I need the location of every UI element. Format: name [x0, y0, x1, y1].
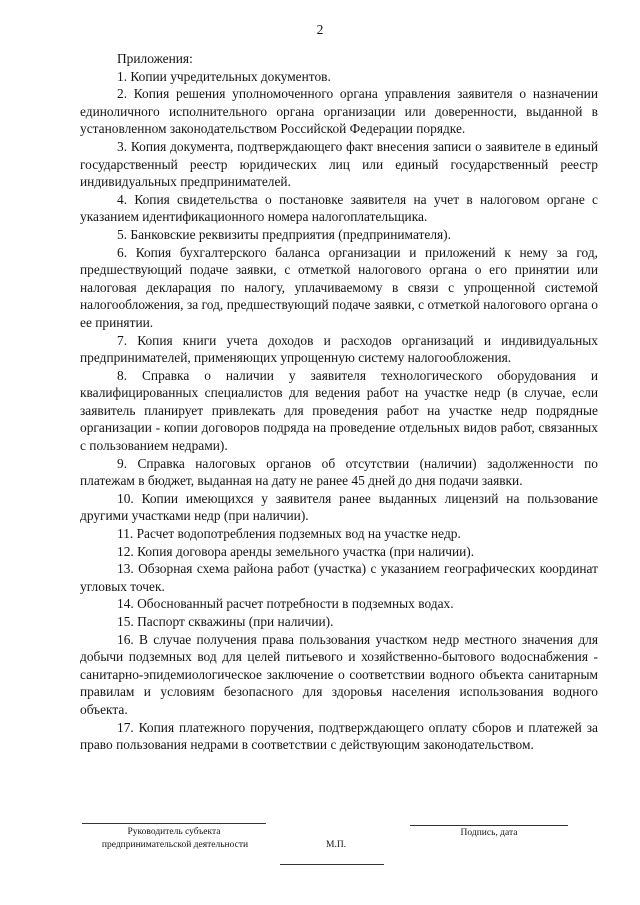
attachment-item: 13. Обзорная схема района работ (участка) с указанием географических координат угловых точек. — [80, 561, 598, 594]
head-label-line1: Руководитель субъекта — [127, 827, 221, 837]
attachment-item: 17. Копия платежного поручения, подтверждающего оплату сборов и платежей за право пользования недрами в соответствии с действующим законодательством. — [80, 719, 598, 753]
attachment-item: 12. Копия договора аренды земельного участка (при наличии). — [117, 543, 475, 559]
seal-label: М.П. — [326, 840, 347, 850]
attachment-item: 5. Банковские реквизиты предприятия (предпринимателя). — [117, 226, 451, 242]
attachment-item: 3. Копия документа, подтверждающего факт внесения записи о заявителе в единый государственный реестр юридических лиц или единый государственный реестр индивидуальных предпринимателей. — [80, 138, 598, 190]
seal-underline — [280, 864, 384, 865]
page-number: 2 — [316, 22, 324, 37]
attachment-item: 15. Паспорт скважины (при наличии). — [117, 614, 334, 629]
attachment-item: 8. Справка о наличии у заявителя технологического оборудования и квалифицированных специалистов для ведения работ на участке недр (в случае, если заявитель планирует привлекать для проведения работ на участке недр подрядные организации - копии договоров подряда на проведение отдельных видов работ, связанных с пользованием недрами). — [80, 367, 598, 454]
head-signature-line — [82, 823, 266, 824]
signature-line — [410, 825, 568, 826]
attachment-item: 2. Копия решения уполномоченного органа управления заявителя о назначении единоличного исполнительного органа организации или доверенности, выданной в установленном законодательством Российской Федерации порядке. — [80, 86, 598, 137]
attachment-item: 1. Копии учредительных документов. — [117, 68, 331, 84]
signature-date-label: Подпись, дата — [460, 828, 518, 838]
attachment-item: 6. Копия бухгалтерского баланса организации и приложений к нему за год, предшествующий подаче заявки, с отметкой налогового органа о его принятии или налоговая декларация по налогу, уплачиваемому в связи с упрощенной системой налогообложения, за год, предшествующий подаче заявки, с отметкой налогового органа о ее принятии. — [80, 244, 598, 330]
attachment-item: 9. Справка налоговых органов об отсутствии (наличии) задолженности по платежам в бюджет, выданная на дату не ранее 45 дней до дня подачи заявки. — [80, 455, 598, 489]
attachment-item: 10. Копии имеющихся у заявителя ранее выданных лицензий на пользование другими участками недр (при наличии). — [80, 490, 598, 524]
attachments-heading: Приложения: — [117, 51, 193, 66]
attachment-item: 16. В случае получения права пользования участком недр местного значения для добычи подземных вод для целей питьевого и хозяйственно-бытового водоснабжения - санитарно-эпидемиологическое заключение о соответствии водного объекта санитарным правилам и условиям безопасного для здоровья населения использования водного объекта. — [80, 631, 598, 717]
attachment-item: 14. Обоснованный расчет потребности в подземных водах. — [117, 596, 454, 612]
attachment-item: 11. Расчет водопотребления подземных вод на участке недр. — [117, 526, 461, 542]
head-label-line2: предпринимательской деятельности — [101, 840, 249, 850]
attachment-item: 4. Копия свидетельства о постановке заявителя на учет в налоговом органе с указанием идентификационного номера налогоплательщика. — [80, 191, 598, 225]
attachment-item: 7. Копия книги учета доходов и расходов организаций и индивидуальных предпринимателей, применяющих упрощенную систему налогообложения. — [80, 332, 598, 366]
